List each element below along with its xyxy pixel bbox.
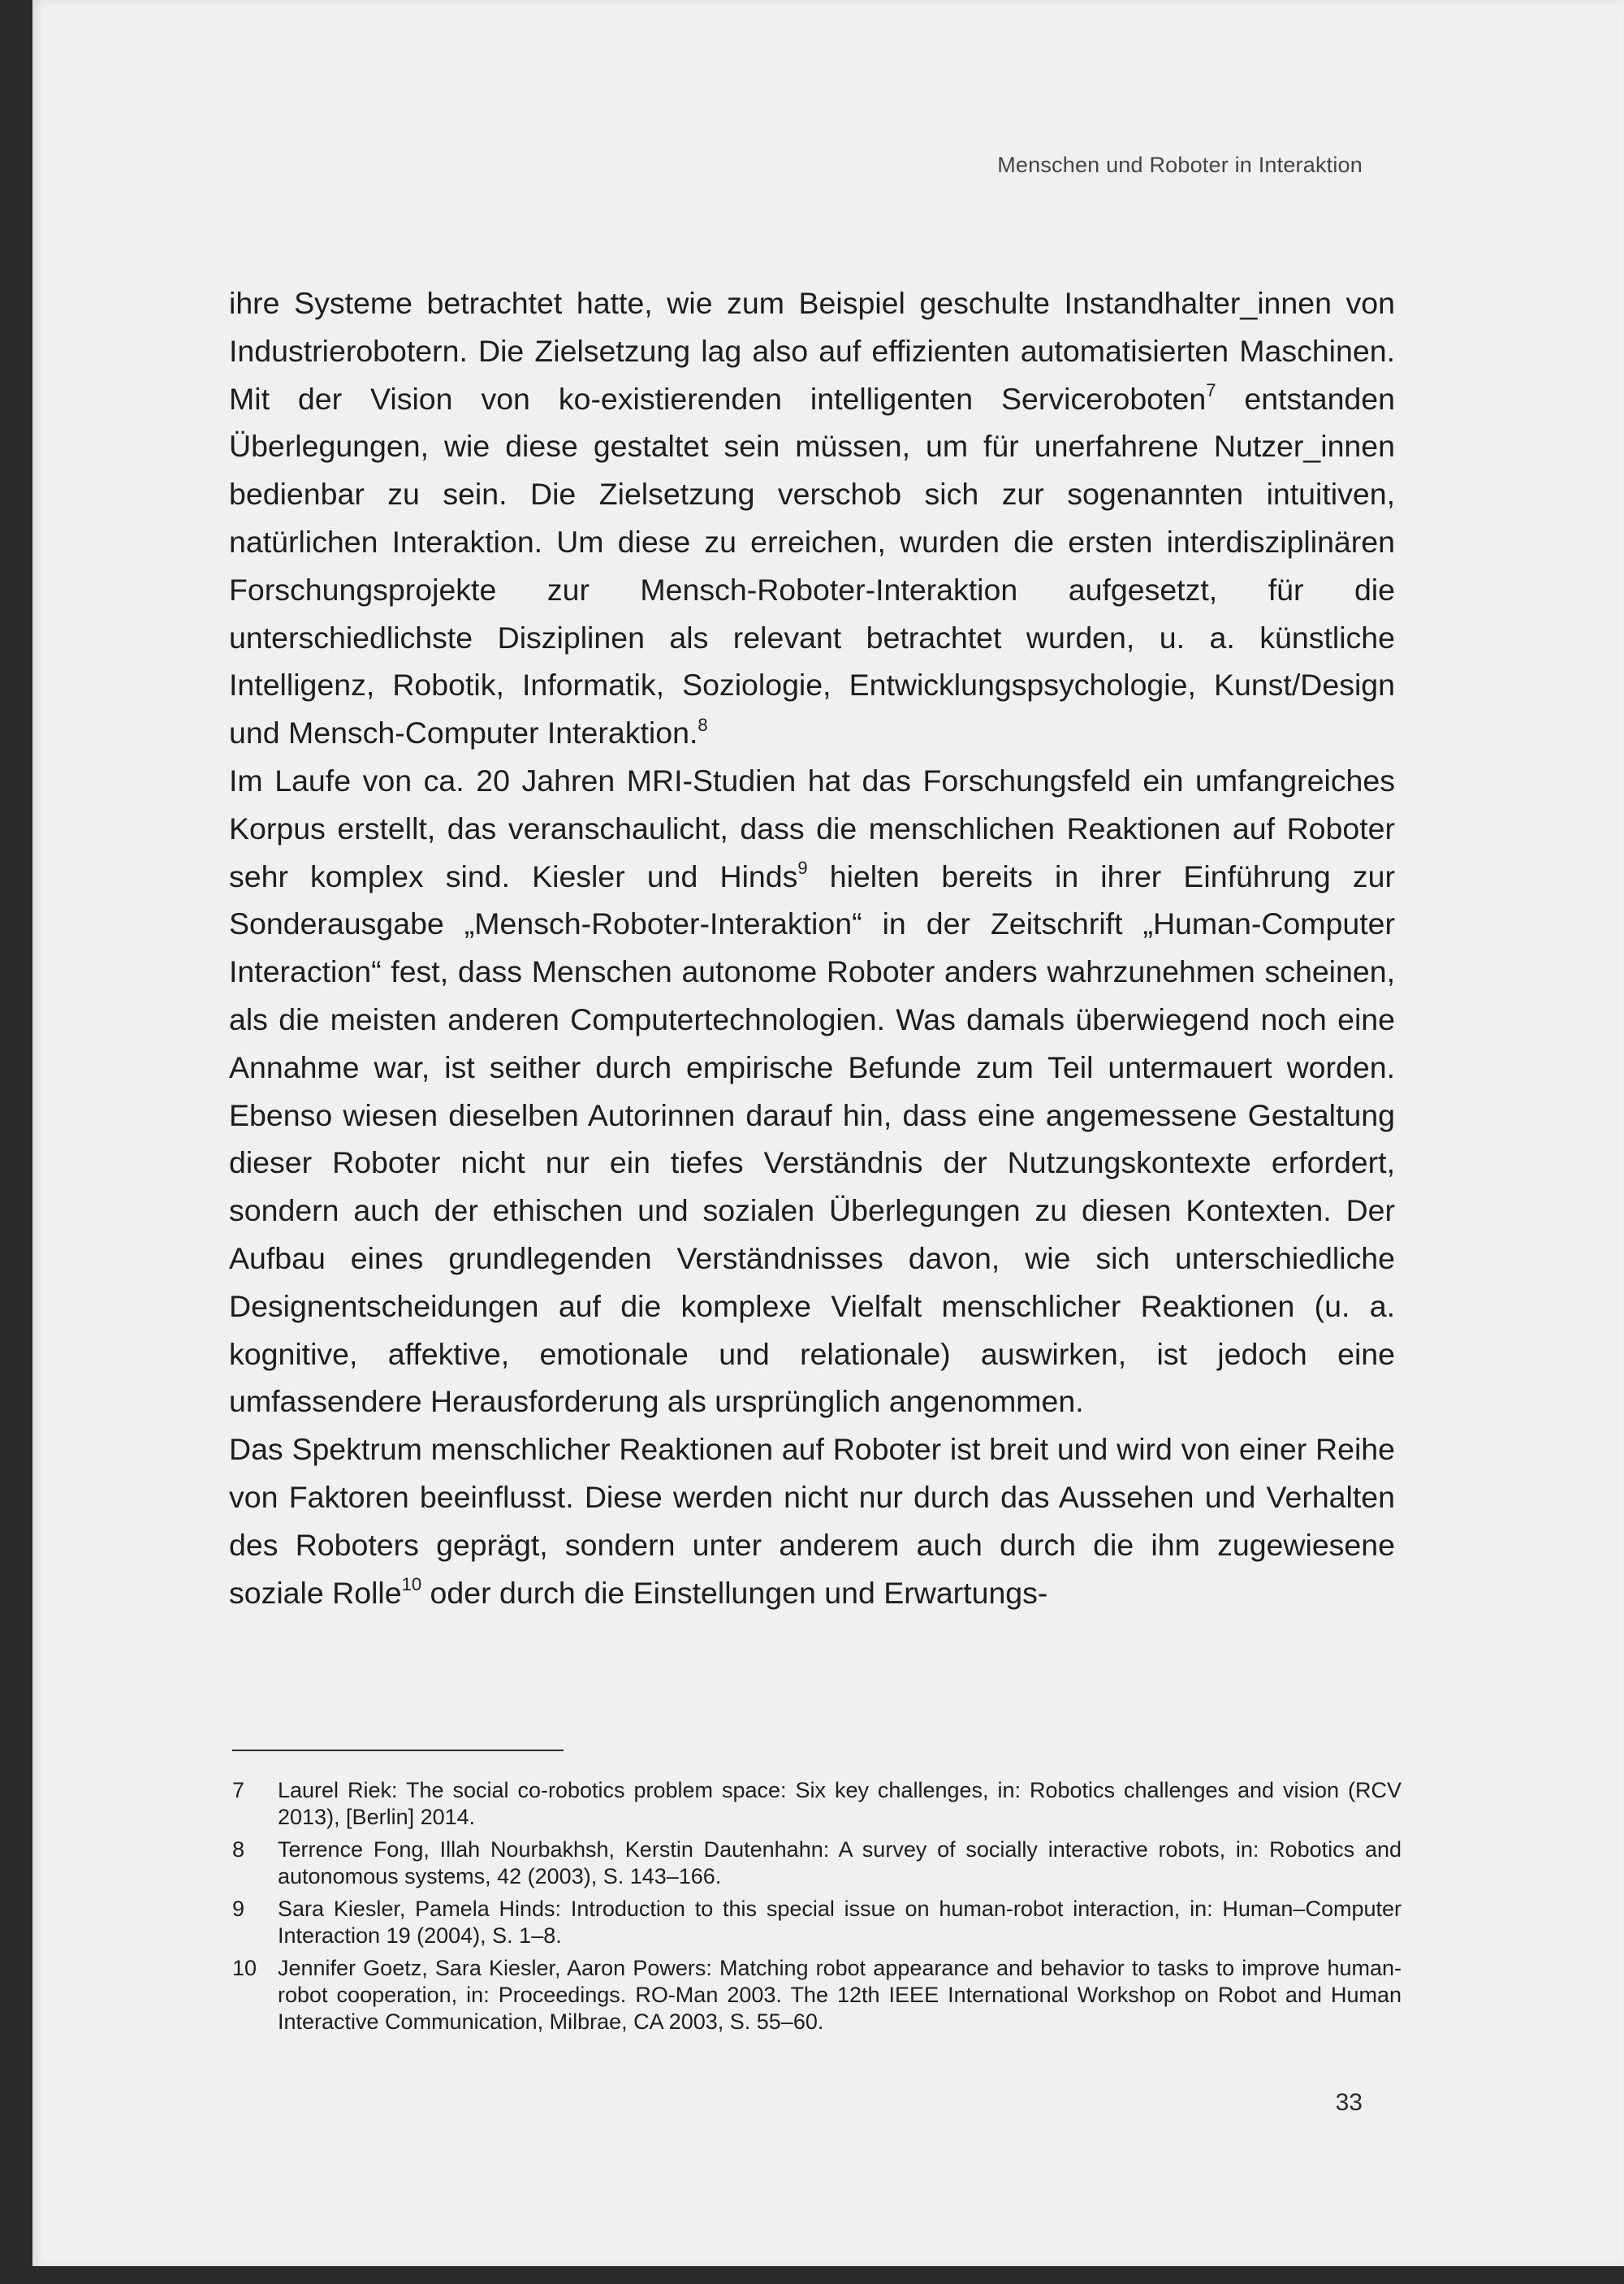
paragraph-2-text-b: hielten bereits in ihrer Einführung zur Sonderausgabe „Mensch-Roboter-Interaktion“ in der Zeitschrift „Human-Computer Interaction“ fest, dass Menschen autonome Roboter anders wahrzunehmen scheinen, als die meisten anderen Computertechnologien. Was damals überwiegend noch eine Annahme war, ist seither durch empirische Befunde zum Teil untermauert worden. Ebenso wiesen dieselben Autorinnen darauf hin, dass eine angemessene Gestaltung dieser Roboter nicht nur ein tiefes Verständnis der Nutzungskontexte erfordert, sondern auch der ethischen und sozialen Überlegungen zu diesen Kontexten. Der Aufbau eines grundlegenden Verständnisses davon, wie sich unterschiedliche Designentscheidungen auf die komplexe Vielfalt menschlicher Reaktionen (u. a. kognitive, affektive, emotionale und relationale) auswirken, ist jedoch eine umfassendere Herausforderung als ursprünglich angenommen. [229,859,1395,1419]
footnote-ref-9: 9 [797,858,808,879]
paragraph-1-text-a: ihre Systeme betrachtet hatte, wie zum Beispiel geschulte Instandhalter_innen von Industrierobotern. Die Zielsetzung lag also auf effizienten automatisierten Maschinen. Mit der Vision von ko-existierenden intelligenten Serviceroboten [229,286,1395,416]
footnote-text: Terrence Fong, Illah Nourbakhsh, Kerstin Dautenhahn: A survey of socially interactive robots, in: Robotics and autonomous systems, 42 (2003), S. 143–166. [278,1837,1402,1888]
footnote-item [232,1777,1402,1831]
footnote-number: 9 [232,1897,245,1921]
footnote-text: Jennifer Goetz, Sara Kiesler, Aaron Powers: Matching robot appearance and behavior to tasks to improve human-robot cooperation, in: Proceedings. RO-Man 2003. The 12th IEEE International Workshop on Robot and Human Interactive Communication, Milbrae, CA 2003, S. 55–60. [278,1956,1402,2034]
footnote-item [232,1836,1402,1890]
footnote-text: Sara Kiesler, Pamela Hinds: Introduction to this special issue on human-robot interaction, in: Human–Computer Interaction 19 (2004), S. 1–8. [278,1897,1402,1948]
paragraph-2 [229,757,1395,1425]
footnote-divider [232,1750,564,1751]
book-page [32,0,1624,2266]
paragraph-3 [229,1425,1395,1616]
paragraph-3-text-b: oder durch die Einstellungen und Erwartungs- [421,1575,1048,1610]
running-head: Menschen und Roboter in Interaktion [997,153,1363,177]
paragraph-2-text-a: Im Laufe von ca. 20 Jahren MRI-Studien hat das Forschungsfeld ein umfangreiches Korpus erstellt, das veranschaulicht, dass die menschlichen Reaktionen auf Roboter sehr komplex sind. Kiesler und Hinds [229,763,1395,893]
paragraph-1 [229,279,1395,757]
footnote-item [232,1896,1402,1949]
page-number: 33 [1335,2089,1363,2116]
body-text [229,279,1395,1616]
footnote-item [232,1955,1402,2035]
footnote-number: 7 [232,1778,245,1802]
footnote-ref-8: 8 [698,714,708,735]
footnotes [232,1777,1402,2041]
footnote-text: Laurel Riek: The social co-robotics problem space: Six key challenges, in: Robotics challenges and vision (RCV 2013), [Berlin] 2014. [278,1778,1402,1829]
footnote-ref-10: 10 [401,1574,422,1595]
paragraph-1-text-b: entstanden Überlegungen, wie diese gestaltet sein müssen, um für unerfahrene Nutzer_innen bedienbar zu sein. Die Zielsetzung verschob sich zur sogenannten intuitiven, natürlichen Interaktion. Um diese zu erreichen, wurden die ersten interdisziplinären Forschungsprojekte zur Mensch-Roboter-Interaktion aufgesetzt, für die unterschiedlichste Disziplinen als relevant betrachtet wurden, u. a. künstliche Intelligenz, Robotik, Informatik, Soziologie, Entwicklungspsychologie, Kunst/Design und Mensch-Computer Interaktion. [229,381,1395,751]
footnote-ref-7: 7 [1206,380,1216,401]
paragraph-3-text-a: Das Spektrum menschlicher Reaktionen auf Roboter ist breit und wird von einer Reihe von Faktoren beeinflusst. Diese werden nicht nur durch das Aussehen und Verhalten des Roboters geprägt, sondern unter anderem auch durch die ihm zugewiesene soziale Rolle [229,1432,1395,1610]
footnote-number: 8 [232,1837,245,1862]
footnote-number: 10 [232,1956,257,1980]
